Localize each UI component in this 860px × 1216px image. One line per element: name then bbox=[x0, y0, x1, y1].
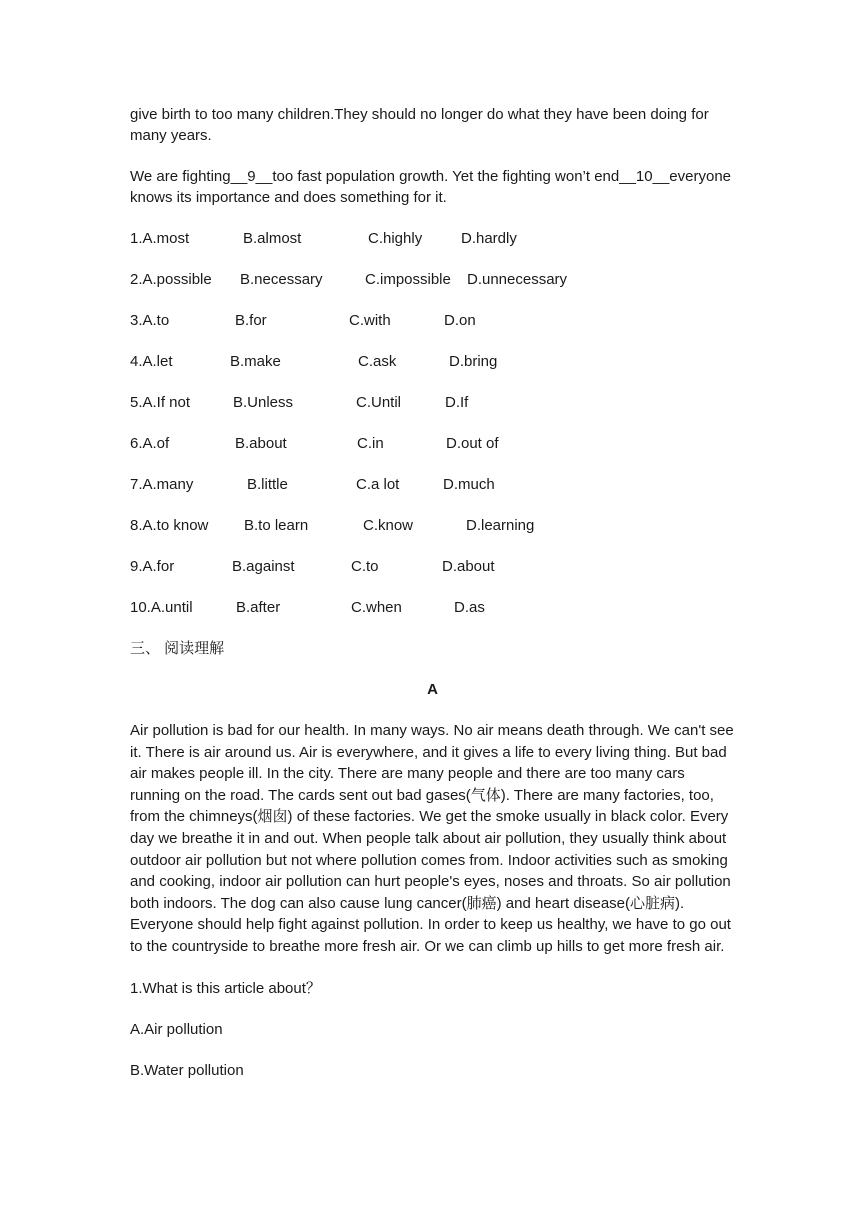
option-row-1 bbox=[130, 228, 735, 249]
option-8-a: 8.A.to know bbox=[130, 517, 209, 534]
passage-title: A bbox=[427, 681, 438, 698]
option-10-d: D.as bbox=[454, 599, 485, 616]
question-choice-b: B.Water pollution bbox=[130, 1061, 244, 1079]
option-row-5 bbox=[130, 392, 735, 413]
option-row-10 bbox=[130, 597, 735, 618]
option-2-a: 2.A.possible bbox=[130, 271, 212, 288]
option-9-a: 9.A.for bbox=[130, 558, 175, 575]
intro-paragraph: give birth to too many children.They should no longer do what they have been doing for many years. bbox=[130, 106, 709, 144]
option-6-b: B.about bbox=[235, 435, 287, 452]
option-5-a: 5.A.If not bbox=[130, 394, 191, 411]
question-stem: 1.What is this article about？ bbox=[130, 979, 321, 997]
option-7-c: C.a lot bbox=[356, 476, 400, 493]
option-2-d: D.unnecessary bbox=[467, 271, 568, 288]
option-10-b: B.after bbox=[236, 599, 281, 616]
option-row-9 bbox=[130, 556, 735, 577]
section-title: 三、 阅读理解 bbox=[130, 640, 225, 657]
option-1-a: 1.A.most bbox=[130, 230, 190, 247]
option-5-b: B.Unless bbox=[233, 394, 294, 411]
option-1-c: C.highly bbox=[368, 230, 423, 247]
option-3-b: B.for bbox=[235, 312, 267, 329]
option-10-c: C.when bbox=[351, 599, 402, 616]
option-9-d: D.about bbox=[442, 558, 495, 575]
option-7-d: D.much bbox=[443, 476, 495, 493]
option-2-b: B.necessary bbox=[240, 271, 323, 288]
option-9-c: C.to bbox=[351, 558, 379, 575]
option-6-a: 6.A.of bbox=[130, 435, 170, 452]
passage-text: Air pollution is bad for our health. In many ways. No air means death through. We can't see it. There is air around us. Air is everywhere, and it gives a life to every living thing. But bad air makes people ill. In the city. There are many people and there are too many cars running on the road. The cards sent out bad gases(气体). There are many factories, too, from the chimneys(烟囱) of these factories. We get the smoke usually in black color. Every day we breathe it in and out. When people talk about air pollution, they usually think about outdoor air pollution but not where pollution comes from. Indoor activities such as smoking and cooking, indoor air pollution can hurt people's eyes, noses and throats. So air pollution both indoors. The dog can also cause lung cancer(肺癌) and heart disease(心脏病). Everyone should help fight against pollution. In order to keep us healthy, we have to go out to the countryside to breathe more fresh air. Or we can climb up hills to get more fresh air. bbox=[130, 722, 734, 955]
option-1-b: B.almost bbox=[243, 230, 302, 247]
option-3-d: D.on bbox=[444, 312, 476, 329]
option-8-c: C.know bbox=[363, 517, 414, 534]
cloze-options-list bbox=[130, 228, 735, 638]
fight-paragraph: We are fighting__9__too fast population growth. Yet the fighting won’t end__10__everyone knows its importance and does something for it. bbox=[130, 168, 732, 206]
option-9-b: B.against bbox=[232, 558, 295, 575]
option-10-a: 10.A.until bbox=[130, 599, 193, 616]
option-5-c: C.Until bbox=[356, 394, 402, 411]
document-page bbox=[130, 104, 735, 1081]
option-5-d: D.If bbox=[445, 394, 469, 411]
question-choice-a: A.Air pollution bbox=[130, 1020, 223, 1038]
option-4-c: C.ask bbox=[358, 353, 397, 370]
option-row-3 bbox=[130, 310, 735, 331]
option-3-c: C.with bbox=[349, 312, 391, 329]
option-4-b: B.make bbox=[230, 353, 281, 370]
option-4-d: D.bring bbox=[449, 353, 498, 370]
option-7-a: 7.A.many bbox=[130, 476, 194, 493]
option-3-a: 3.A.to bbox=[130, 312, 170, 329]
option-row-6 bbox=[130, 433, 735, 454]
option-1-d: D.hardly bbox=[461, 230, 517, 247]
option-2-c: C.impossible bbox=[365, 271, 451, 288]
option-row-8 bbox=[130, 515, 735, 536]
option-8-b: B.to learn bbox=[244, 517, 309, 534]
option-6-c: C.in bbox=[357, 435, 384, 452]
option-8-d: D.learning bbox=[466, 517, 535, 534]
option-row-4 bbox=[130, 351, 735, 372]
option-row-2 bbox=[130, 269, 735, 290]
option-4-a: 4.A.let bbox=[130, 353, 173, 370]
option-row-7 bbox=[130, 474, 735, 495]
option-6-d: D.out of bbox=[446, 435, 499, 452]
option-7-b: B.little bbox=[247, 476, 288, 493]
